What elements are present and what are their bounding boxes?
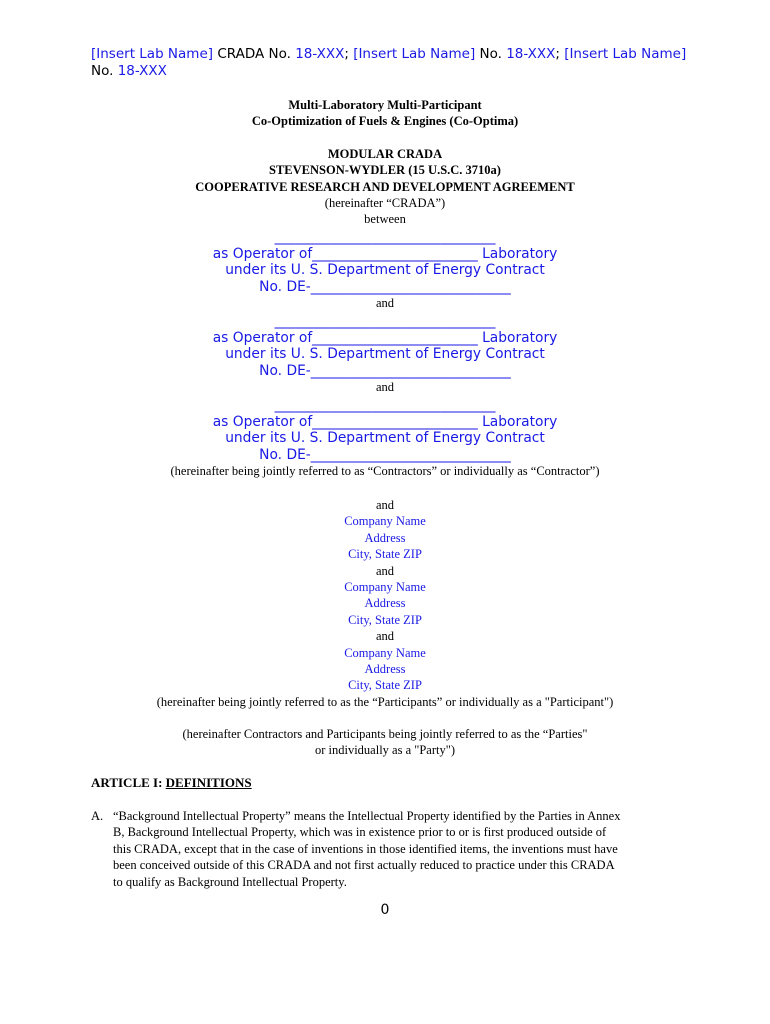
contractor-contract: under its U. S. Department of Energy Contract (225, 346, 545, 363)
company-city[interactable]: City, State ZIP (348, 612, 422, 627)
contractor-block (0, 229, 770, 312)
title-line: (hereinafter “CRADA”) (324, 196, 446, 211)
connector-text: and (375, 380, 395, 395)
contractor-contract-no[interactable]: No. DE-_____________________________ (259, 362, 511, 379)
contractor-contract-no[interactable]: No. DE-_____________________________ (259, 446, 511, 463)
company-city[interactable]: City, State ZIP (348, 678, 422, 693)
connector-text: and (375, 296, 395, 311)
company-city[interactable]: City, State ZIP (348, 547, 422, 562)
title-line: STEVENSON-WYDLER (15 U.S.C. 3710a) (269, 163, 501, 178)
contractor-name-blank[interactable]: ________________________________ (274, 229, 496, 245)
page-number: 0 (380, 902, 390, 918)
connector-text: and (375, 563, 395, 578)
parties-note-line: or individually as a "Party") (314, 743, 456, 758)
title-line: Co-Optimization of Fuels & Engines (Co-Optima) (251, 114, 519, 129)
paragraph-line: been conceived outside of this CRADA and not first actually reduced to practice under this CRADA (113, 858, 615, 873)
header-text: No. (91, 62, 118, 79)
paragraph-line: B, Background Intellectual Property, which was in existence prior to or is first produced outside of (113, 825, 607, 840)
contractor-operator[interactable]: as Operator of________________________ Laboratory (212, 245, 558, 262)
company-name[interactable]: Company Name (344, 580, 426, 595)
company-address[interactable]: Address (364, 530, 406, 545)
participants-block (0, 497, 770, 710)
title-line: COOPERATIVE RESEARCH AND DEVELOPMENT AGREEMENT (195, 179, 575, 194)
contractor-name-blank[interactable]: ________________________________ (274, 397, 496, 413)
crada-number[interactable]: 18-XXX (295, 46, 345, 62)
company-address[interactable]: Address (364, 662, 406, 677)
parties-note (0, 726, 770, 759)
contractor-block (0, 313, 770, 396)
lab-name-placeholder[interactable]: [Insert Lab Name] (564, 46, 687, 62)
lab-name-placeholder[interactable]: [Insert Lab Name] (91, 46, 214, 62)
contractor-block (0, 397, 770, 480)
contractors-note: (hereinafter being jointly referred to as “Contractors” or individually as “Contractor”) (170, 464, 600, 479)
crada-number[interactable]: 18-XXX (506, 46, 556, 62)
paragraph-line: this CRADA, except that in the case of inventions in those identified items, the inventions must have (113, 841, 618, 856)
contractor-contract: under its U. S. Department of Energy Contract (225, 430, 545, 447)
lab-name-placeholder[interactable]: [Insert Lab Name] (353, 46, 476, 62)
contractor-contract: under its U. S. Department of Energy Contract (225, 262, 545, 279)
article-prefix: ARTICLE I: (91, 775, 166, 790)
article-title: DEFINITIONS (165, 775, 252, 790)
header-text: CRADA No. (213, 46, 296, 62)
definition-paragraph (91, 808, 691, 890)
parties-note-line: (hereinafter Contractors and Participants being jointly referred to as the “Parties" (182, 727, 588, 741)
company-name[interactable]: Company Name (344, 514, 426, 529)
title-line: MODULAR CRADA (327, 146, 443, 161)
header-sep: ; (555, 46, 565, 62)
connector-text: and (375, 629, 395, 644)
connector-text: and (375, 498, 395, 512)
participants-note: (hereinafter being jointly referred to as the “Participants” or individually as a "Participant") (156, 694, 614, 709)
header-sep: ; (344, 46, 354, 62)
article-heading (91, 775, 252, 791)
company-address[interactable]: Address (364, 596, 406, 611)
contractor-name-blank[interactable]: ________________________________ (274, 313, 496, 329)
paragraph-line: “Background Intellectual Property” means the Intellectual Property identified by the Parties in Annex (113, 809, 621, 823)
title-line: between (364, 212, 406, 227)
header-text: No. (475, 46, 507, 62)
title-line: Multi-Laboratory Multi-Participant (288, 98, 482, 112)
crada-number[interactable]: 18-XXX (117, 62, 167, 79)
title-block (0, 97, 770, 228)
paragraph-label: A. (91, 809, 104, 823)
paragraph-line: to qualify as Background Intellectual Property. (113, 874, 347, 889)
contractor-contract-no[interactable]: No. DE-_____________________________ (259, 278, 511, 295)
contractor-operator[interactable]: as Operator of________________________ Laboratory (212, 329, 558, 346)
company-name[interactable]: Company Name (344, 645, 426, 660)
contractor-operator[interactable]: as Operator of________________________ Laboratory (212, 413, 558, 430)
paragraph-text (113, 808, 691, 890)
document-header (91, 46, 691, 79)
